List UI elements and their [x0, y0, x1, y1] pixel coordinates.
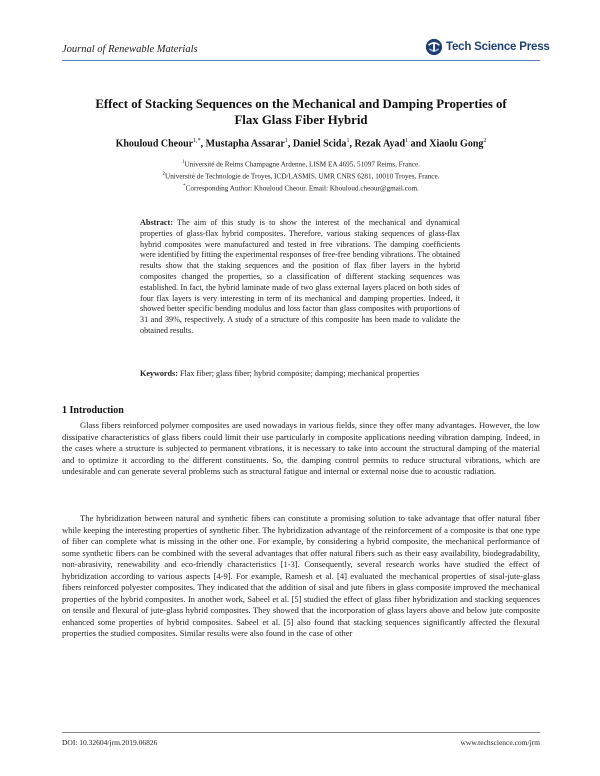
- affiliation-item: [62, 170, 540, 182]
- body-paragraph: The hybridization between natural and synthetic fibers can constitute a promising solution to take advantage that offer natural fiber while keeping the interesting properties of synthetic fiber. The hybridization advantage of the reinforcement of a composite is that one type of fiber can complete what is missing in the other one. For example, by considering a hybrid composite, the mechanical performance of some synthetic fibers can be combined with the several advantages that offer natural fibers such as their easy availability, biodegradability, non-abrasivity, renewability and eco-friendly characteristics [1-3]. Consequently, several research works have studied the effect of hybridization according to various aspects [4-9]. For example, Ramesh et al. [4] evaluated the mechanical properties of sisal-jute-glass fibers reinforced polyester composites. They indicated that the addition of sisal and jute fibers in glass composite improved the mechanical properties of the hybrid composites. In another work, Sabeel et al. [5] studied the effect of glass fiber hybridization and stacking sequences on tensile and flexural of jute-glass hybrid composites. They showed that the incorporation of glass layers above and below jute composite enhanced some properties of hybrid composites. Sabeel et al. [5] also found that stacking sequences significantly affected the flexural properties the studied composites. Similar results were also found in the case of other: [62, 513, 540, 638]
- keywords: [140, 369, 460, 380]
- author-separator: ,: [349, 138, 355, 150]
- affiliation-text: Corresponding Author: Khouloud Cheour. Email: Khouloud.cheour@gmail.com.: [185, 184, 419, 193]
- affiliation-text: Université de Technologie de Troyes, ICD/LASMIS, UMR CNRS 6281, 10010 Troyes, France.: [165, 172, 440, 181]
- author-name: Daniel Scida: [292, 138, 347, 150]
- author-separator: ,: [287, 138, 293, 150]
- title-line-2: Flax Glass Fiber Hybrid: [234, 112, 368, 127]
- title-line-1: Effect of Stacking Sequences on the Mechanical and Damping Properties of: [95, 97, 507, 111]
- publisher-name: Tech Science Press: [446, 41, 550, 53]
- affiliation-mark: 2: [162, 171, 165, 177]
- author-name: Mustapha Assarar: [205, 138, 285, 150]
- author-affil-mark: 2: [483, 138, 487, 144]
- keywords-text: Flax fiber; glass fiber; hybrid composite; damping; mechanical properties: [179, 369, 420, 378]
- affiliation-text: Université de Reims Champagne Ardenne, LISM EA 4695, 51097 Reims, France.: [184, 160, 421, 169]
- author-separator: and: [408, 138, 430, 150]
- author-name: Rezak Ayad: [354, 138, 406, 150]
- author-separator: ,: [200, 138, 206, 150]
- header-divider: [62, 60, 540, 61]
- author-affil-mark: 1: [405, 138, 409, 144]
- author-name: Xiaolu Gong: [429, 138, 484, 150]
- tech-science-press-logo-icon: [425, 38, 443, 56]
- abstract: [140, 218, 460, 337]
- affiliation-item: [62, 158, 540, 170]
- author-affil-mark: 1: [284, 138, 288, 144]
- affiliation-mark: *: [183, 183, 186, 189]
- doi-text: DOI: 10.32604/jrm.2019.06826: [62, 738, 158, 747]
- keywords-label: Keywords:: [140, 369, 178, 378]
- abstract-text: The aim of this study is to show the interest of the mechanical and dynamical properties of glass-flax hybrid composites. Therefore, various staking sequences of glass-flax hybrid composites were manufactured and tested in free vibrations. The damping coefficients were identified by fitting the experimental responses of free-free bending vibrations. The obtained results show that the staking sequences and the position of flax fiber layers in the hybrid composites changed the properties, so a classification of different stacking sequences was established. In fact, the hybrid laminate made of two glass external layers placed on both sides of four flax layers is very interesting in term of its mechanical and damping properties. Indeed, it showed better specific bending modulus and loss factor than glass composites with proportions of 31 and 39%, respectively. A study of a structure of this composite has been made to validate the obtained results.: [140, 218, 460, 335]
- author-affil-mark: 1,*: [193, 138, 201, 144]
- affiliations: [62, 158, 540, 194]
- author-list: [62, 138, 540, 149]
- publisher-brand: [425, 38, 550, 56]
- author-name: Khouloud Cheour: [115, 138, 194, 150]
- paper-title: [62, 97, 540, 128]
- corresponding-author: [62, 182, 540, 194]
- author-affil-mark: 1: [346, 138, 350, 144]
- affiliation-mark: 1: [181, 160, 185, 165]
- body-paragraph: Glass fibers reinforced polymer composites are used nowadays in various fields, since they offer many advantages. However, the low dissipative characteristics of glass fibers could limit their use particularly in composite applications needing vibration damping. Indeed, in the cases where a structure is subjected to permanent vibrations, it is necessary to take into account the structural damping of the material and to optimize it according to the different constituents. So, the damping control permits to reduce structural vibrations, which are undesirable and can generate several problems such as structural fatigue and internal or external noise due to acoustic radiation.: [62, 420, 540, 476]
- abstract-label: Abstract:: [140, 218, 173, 227]
- section-heading: 1 Introduction: [62, 405, 124, 416]
- footer-divider: [62, 732, 540, 733]
- website-text: www.techscience.com/jrm: [460, 738, 540, 747]
- journal-name: Journal of Renewable Materials: [62, 44, 198, 55]
